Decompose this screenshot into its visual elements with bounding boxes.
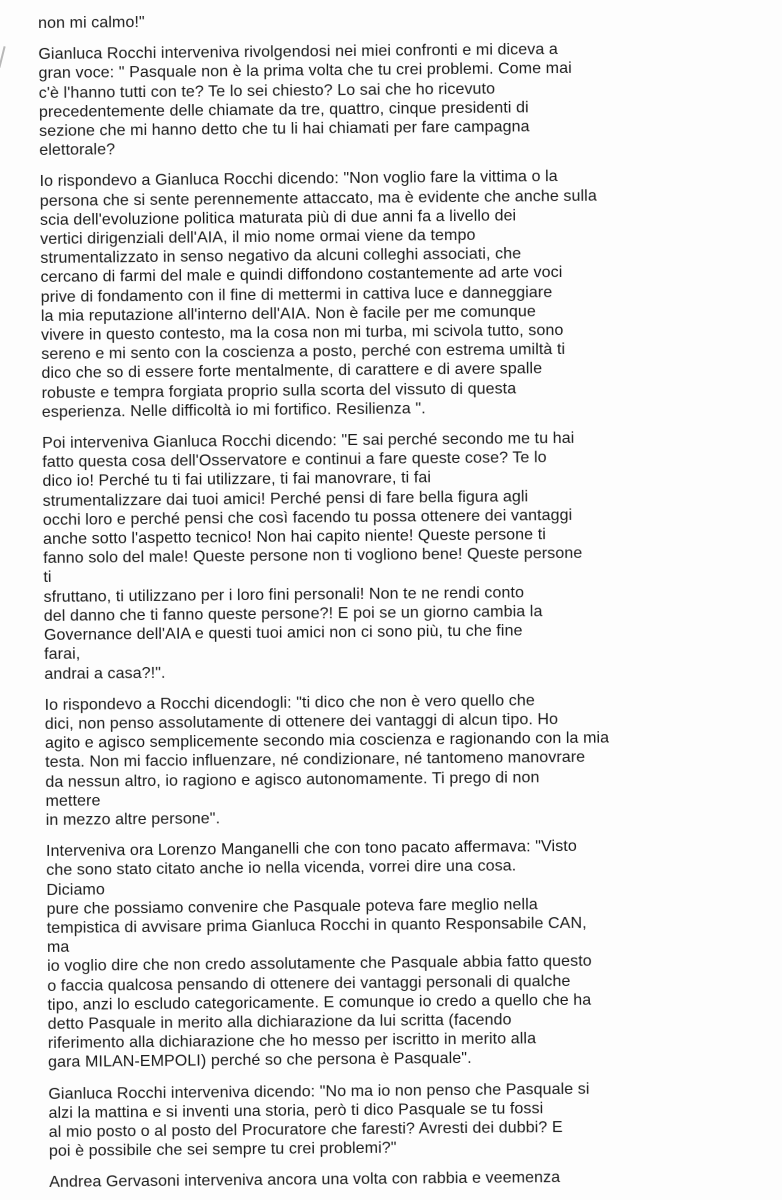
paragraph-2: Gianluca Rocchi interveniva rivolgendosi nei miei confronti e mi diceva a gran voce: " Pasquale non è la prima volta che tu crei problemi. Come mai c'è l'hanno tutti con te? Te lo sei chiesto? Lo sai che ho ricevuto precedentemente delle chiamate da tre, quattro, cinque presidenti di sezione che mi hanno detto che tu li hai chiamati per fare campagna elettorale? <box>38 41 572 160</box>
text-block <box>38 8 709 1200</box>
paragraph-1: non mi calmo!" <box>38 13 145 32</box>
paragraph-3: Io rispondevo a Gianluca Rocchi dicendo: "Non voglio fare la vittima o la persona che si sente perennemente attaccato, ma è evidente che anche sulla scia dell'evoluzione politica maturata più di due anni fa a livello dei vertici dirigenziali dell'AIA, il mio nome ormai viene da tempo strumentalizzato in senso negativo da alcuni colleghi associati, che cercano di farmi del male e quindi diffondono costantemente ad arte voci prive di fondamento con il fine di mettermi in cattiva luce e danneggiare la mia reputazione all'interno dell'AIA. Non è facile per me comunque vivere in questo contesto, ma la cosa non mi turba, mi scivola tutto, sono sereno e mi sento con la coscienza a posto, perché con estrema umiltà ti dico che so di essere forte mentalmente, di carattere e di avere spalle robuste e tempra forgiata proprio sulla scorta del vissuto di questa esperienza. Nelle difficoltà io mi fortifico. Resilienza ". <box>39 168 597 421</box>
paragraph-5: Io rispondevo a Rocchi dicendogli: "ti dico che non è vero quello che dici, non penso assolutamente di ottenere dei vantaggi di alcun tipo. Ho agito e agisco semplicemente secondo mia coscienza e ragionando con la mia testa. Non mi faccio influenzare, né condizionare, né tantomeno manovrare da nessun altro, io ragiono e agisco autonomamente. Ti prego di non mettere in mezzo altre persone". <box>44 691 610 829</box>
paragraph-8: Andrea Gervasoni interveniva ancora una volta con rabbia e veemenza <box>49 1169 561 1192</box>
paragraph-6: Interveniva ora Lorenzo Manganelli che con tono pacato affermava: "Visto che sono stato citato anche io nella vicenda, vorrei dire una cosa. Diciamo pure che possiamo convenire che Pasquale poteva fare meglio nella tempistica di avvisare prima Gianluca Rocchi in quanto Responsabile CAN, ma io voglio dire che non credo assolutamente che Pasquale abbia fatto questo o faccia qualcosa pensando di ottenere dei vantaggi personali di qualche tipo, anzi lo escludo categoricamente. E comunque io credo a quello che ha detto Pasquale in merito alla dichiarazione da lui scritta (facendo riferimento alla dichiarazione che ho messo per iscritto in merito alla gara MILAN-EMPOLI) perché so che persona è Pasquale". <box>45 837 592 1072</box>
paragraph-7: Gianluca Rocchi interveniva dicendo: "No ma io non penso che Pasquale si alzi la mattina e si inventi una storia, però ti dico Pasquale se tu fossi al mio posto o al posto del Procuratore che faresti? Avresti dei dubbi? E poi è possibile che sei sempre tu crei problemi?" <box>48 1080 590 1161</box>
scan-artifact <box>0 46 6 68</box>
paragraph-4: Poi interveniva Gianluca Rocchi dicendo: "E sai perché secondo me tu hai fatto questa cosa dell'Osservatore e continui a fare queste cose? Te lo dico io! Perché tu ti fai utilizzare, ti fai manovrare, ti fai strumentalizzare dai tuoi amici! Perché pensi di fare bella figura agli occhi loro e perché pensi che così facendo tu possa ottenere dei vantaggi anche sotto l'aspetto tecnico! Non hai capito niente! Queste persone ti fanno solo del male! Queste persone non ti vogliono bene! Queste persone ti sfruttano, ti utilizzano per i loro fini personali! Non te ne rendi conto del danno che ti fanno queste persone?! E poi se un giorno cambia la Governance dell'AIA e questi tuoi amici non ci sono più, tu che fine farai, andrai a casa?!". <box>42 429 583 683</box>
